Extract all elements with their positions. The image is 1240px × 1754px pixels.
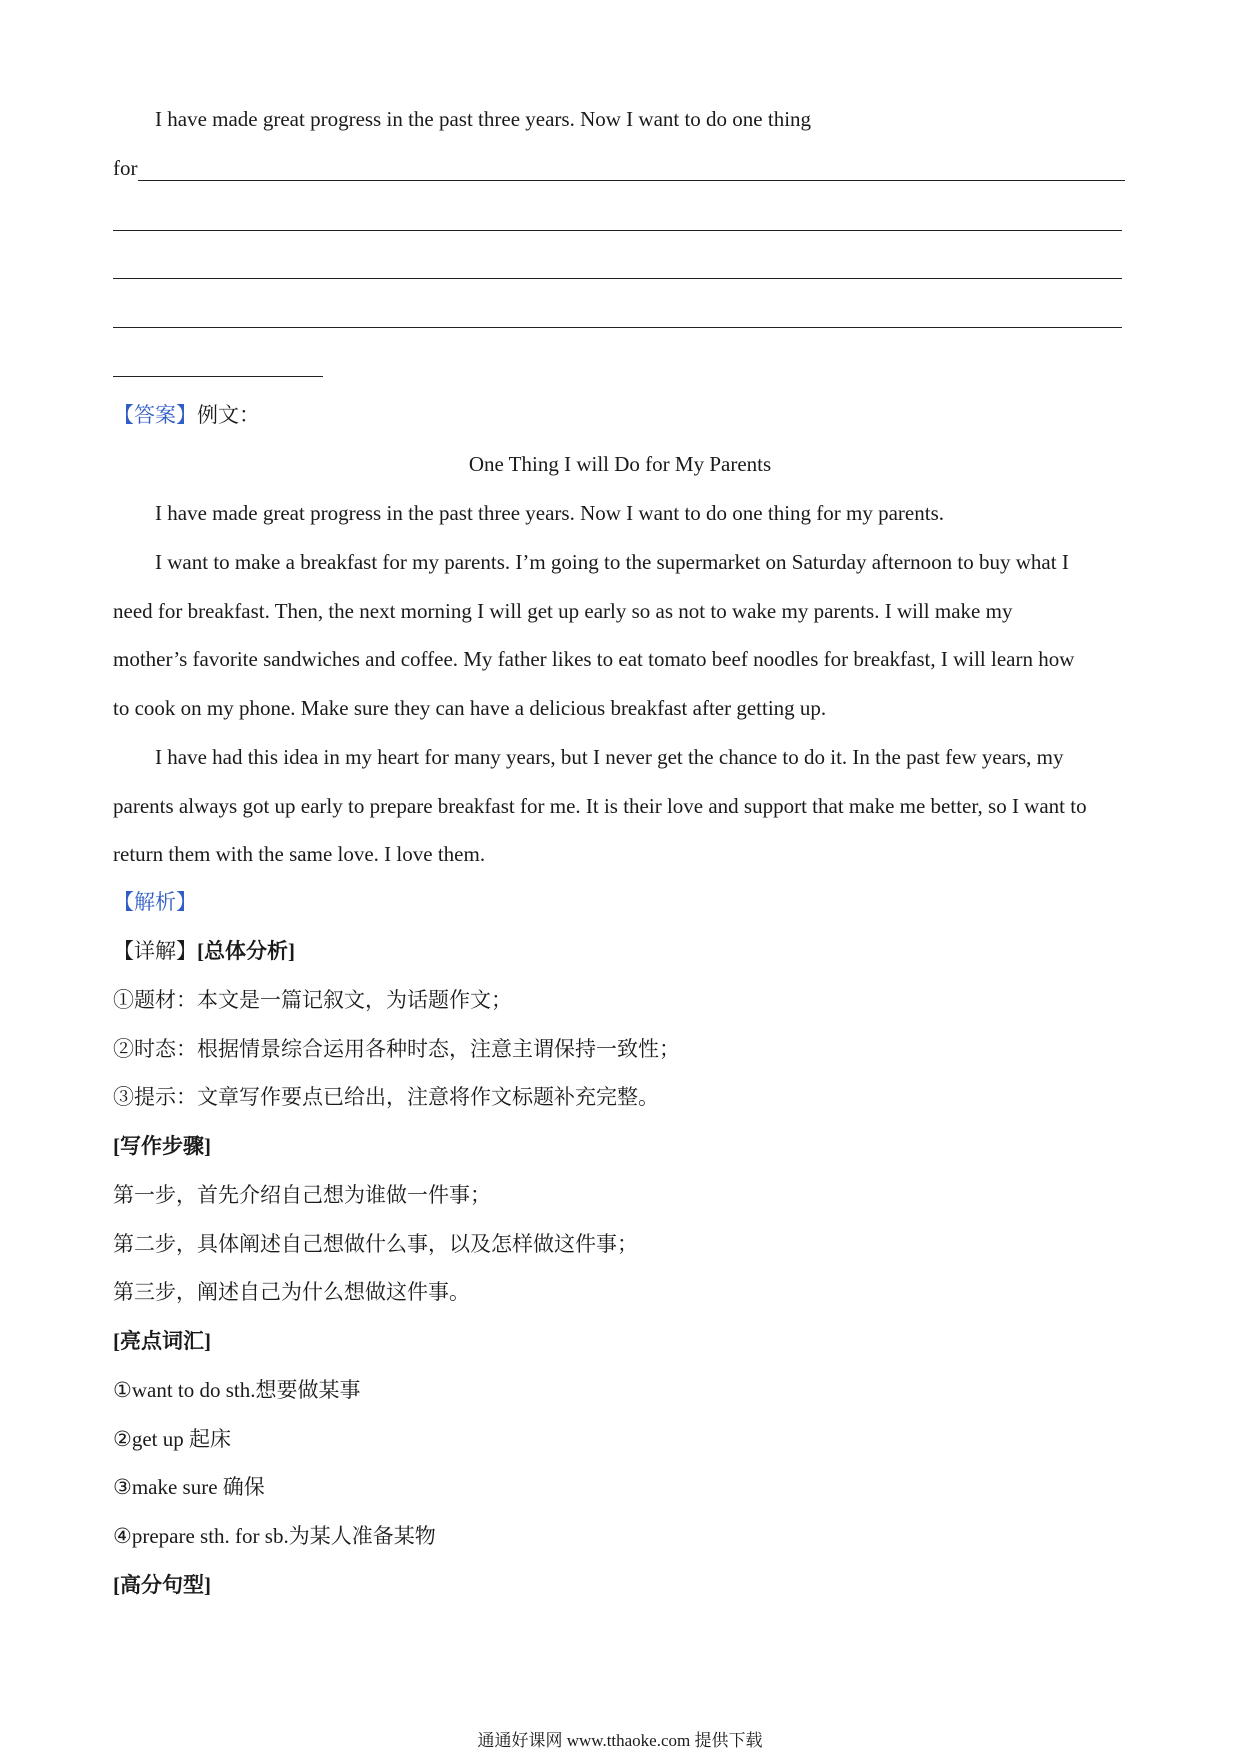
prompt-for-label: for [113, 156, 138, 180]
sentences-heading: [高分句型] [113, 1573, 211, 1597]
sample-label: 例文： [197, 403, 260, 427]
vocab-item: ③make sure 确保 [113, 1475, 265, 1499]
vocab-heading: [亮点词汇] [113, 1329, 211, 1353]
step-item: 第三步，阐述自己为什么想做这件事。 [113, 1280, 470, 1304]
vocab-item: ④prepare sth. for sb.为某人准备某物 [113, 1524, 436, 1548]
essay-paragraph3-line: parents always got up early to prepare breakfast for me. It is their love and support that make me better, so I want to [113, 794, 1087, 818]
essay-paragraph2-line: mother’s favorite sandwiches and coffee. My father likes to eat tomato beef noodles for breakfast, I will learn how [113, 647, 1075, 671]
answer-blank-line [113, 327, 1122, 328]
answer-blank-line [113, 230, 1122, 231]
essay-title: One Thing I will Do for My Parents [468, 452, 772, 476]
answer-label: 【答案】 [113, 403, 197, 427]
essay-paragraph2-line: I want to make a breakfast for my parents. I’m going to the supermarket on Saturday afternoon to buy what I [155, 550, 1069, 574]
steps-heading: [写作步骤] [113, 1134, 211, 1158]
page-footer: 通通好课网 www.tthaoke.com 提供下载 [477, 1731, 763, 1750]
analysis-detail-heading [113, 936, 295, 966]
essay-paragraph2-line: to cook on my phone. Make sure they can have a delicious breakfast after getting up. [113, 696, 827, 720]
step-item: 第二步，具体阐述自己想做什么事，以及怎样做这件事； [113, 1232, 638, 1256]
answer-blank-line-short [113, 376, 323, 377]
overall-item: ②时态：根据情景综合运用各种时态，注意主谓保持一致性； [113, 1037, 680, 1061]
answer-blank-line [138, 180, 1125, 181]
essay-paragraph1: I have made great progress in the past three years. Now I want to do one thing for my parents. [155, 501, 945, 525]
answer-blank-line [113, 278, 1122, 279]
essay-paragraph2-line: need for breakfast. Then, the next morning I will get up early so as not to wake my parents. I will make my [113, 599, 1013, 623]
vocab-item: ②get up 起床 [113, 1427, 231, 1451]
essay-paragraph3-line: return them with the same love. I love them. [113, 842, 486, 866]
essay-paragraph3-line: I have had this idea in my heart for many years, but I never get the chance to do it. In the past few years, my [155, 745, 1064, 769]
step-item: 第一步，首先介绍自己想为谁做一件事； [113, 1183, 491, 1207]
overall-item: ①题材：本文是一篇记叙文，为话题作文； [113, 988, 512, 1012]
overall-item: ③提示：文章写作要点已给出，注意将作文标题补充完整。 [113, 1085, 659, 1109]
analysis-label: 【解析】 [113, 890, 197, 914]
overall-heading: [总体分析] [197, 939, 295, 963]
vocab-item: ①want to do sth.想要做某事 [113, 1378, 361, 1402]
prompt-intro-line: I have made great progress in the past three years. Now I want to do one thing [155, 107, 812, 131]
answer-heading [113, 400, 260, 430]
detail-label: 【详解】 [113, 939, 197, 963]
